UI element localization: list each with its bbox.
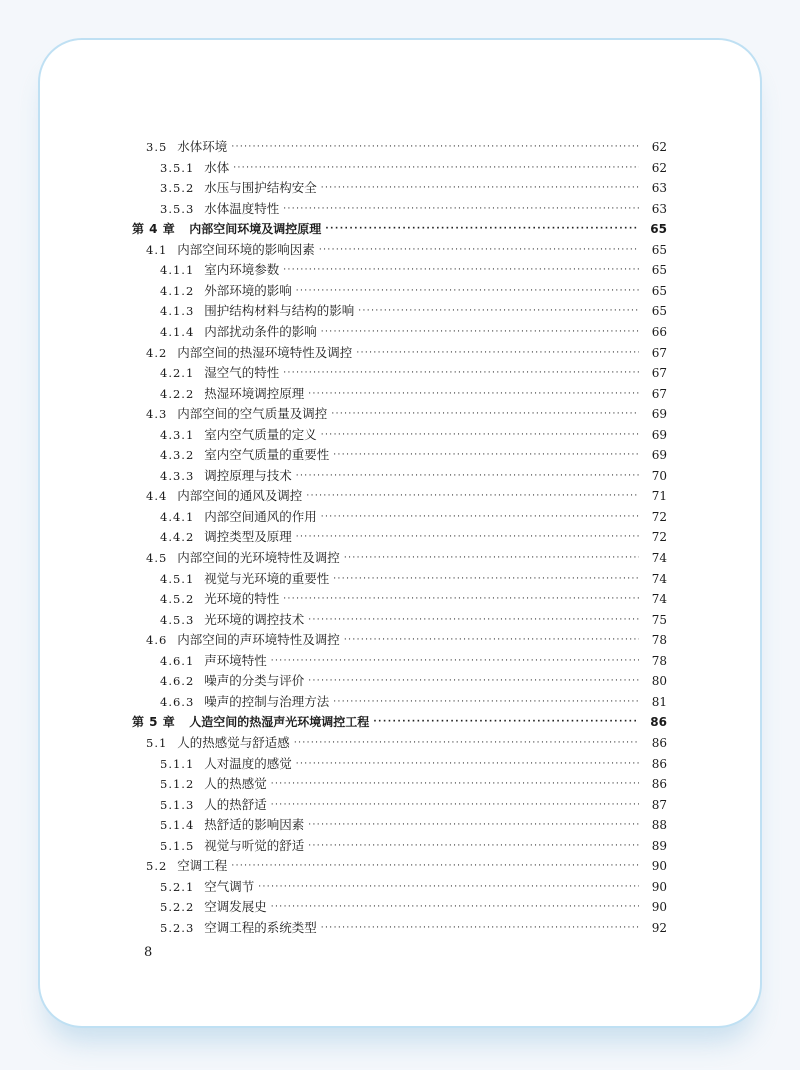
toc-entry-number: 4.4 bbox=[146, 489, 168, 504]
toc-entry-number: 3.5 bbox=[146, 140, 168, 154]
toc-entry-number: 4.2 bbox=[146, 345, 168, 360]
toc-entry-title: 人的热舒适 bbox=[204, 796, 267, 812]
toc-entry-number: 5.2.1 bbox=[160, 879, 195, 894]
toc-section-row[interactable] bbox=[146, 137, 667, 157]
toc-dot-leader bbox=[271, 795, 639, 815]
toc-entry-number: 5.2.2 bbox=[160, 900, 195, 915]
toc-entry-title: 热湿环境调控原理 bbox=[204, 385, 305, 401]
toc-subsection-row[interactable] bbox=[160, 774, 667, 794]
toc-entry-number: 4.3.1 bbox=[160, 427, 195, 442]
toc-entry-number: 4.3 bbox=[146, 407, 168, 422]
toc-subsection-row[interactable] bbox=[160, 836, 667, 856]
toc-section-row[interactable] bbox=[146, 486, 667, 506]
toc-dot-leader bbox=[271, 774, 639, 794]
toc-dot-leader bbox=[308, 384, 639, 404]
toc-entry-number: 4.5.2 bbox=[160, 592, 195, 607]
toc-dot-leader bbox=[308, 671, 639, 691]
toc-section-row[interactable] bbox=[146, 548, 667, 568]
toc-dot-leader bbox=[321, 425, 639, 445]
toc-dot-leader bbox=[271, 897, 639, 917]
toc-entry-page: 65 bbox=[650, 222, 667, 237]
toc-entry-title: 光环境的特性 bbox=[204, 591, 280, 607]
toc-entry-page: 65 bbox=[651, 304, 667, 319]
toc-entry-page: 74 bbox=[651, 551, 667, 565]
toc-entry-page: 86 bbox=[651, 777, 667, 792]
toc-section-row[interactable] bbox=[146, 630, 667, 650]
toc-subsection-row[interactable] bbox=[160, 281, 667, 301]
toc-dot-leader bbox=[283, 199, 639, 219]
toc-dot-leader bbox=[321, 322, 639, 342]
toc-subsection-row[interactable] bbox=[160, 301, 667, 321]
toc-dot-leader bbox=[308, 836, 639, 856]
toc-entry-number: 4.6.1 bbox=[160, 653, 195, 668]
toc-subsection-row[interactable] bbox=[160, 322, 667, 342]
toc-entry-title: 噪声的分类与评价 bbox=[204, 673, 305, 689]
toc-section-row[interactable] bbox=[146, 404, 667, 424]
toc-dot-leader bbox=[344, 548, 639, 568]
toc-entry-number: 第 5 章 bbox=[132, 715, 176, 730]
toc-subsection-row[interactable] bbox=[160, 897, 667, 917]
toc-entry-page: 86 bbox=[650, 715, 667, 730]
toc-dot-leader bbox=[233, 158, 639, 178]
toc-entry-number: 3.5.3 bbox=[160, 201, 195, 216]
toc-entry-page: 81 bbox=[651, 694, 667, 709]
toc-dot-leader bbox=[231, 856, 639, 876]
toc-dot-leader bbox=[283, 363, 639, 383]
toc-entry-title: 视觉与听觉的舒适 bbox=[204, 837, 305, 853]
toc-entry-title: 内部空间的热湿环境特性及调控 bbox=[177, 344, 353, 360]
toc-dot-leader bbox=[331, 404, 639, 424]
toc-entry-title: 内部空间环境及调控原理 bbox=[189, 222, 322, 237]
toc-subsection-row[interactable] bbox=[160, 651, 667, 671]
toc-subsection-row[interactable] bbox=[160, 507, 667, 527]
toc-dot-leader bbox=[333, 569, 639, 589]
toc-subsection-row[interactable] bbox=[160, 569, 667, 589]
toc-entry-page: 70 bbox=[651, 468, 667, 483]
toc-entry-page: 78 bbox=[651, 633, 667, 648]
toc-entry-page: 69 bbox=[651, 448, 667, 463]
toc-dot-leader bbox=[325, 219, 639, 239]
toc-entry-title: 人造空间的热湿声光环境调控工程 bbox=[189, 715, 370, 730]
toc-entry-title: 室内空气质量的重要性 bbox=[204, 447, 330, 463]
toc-entry-page: 88 bbox=[651, 818, 667, 833]
toc-entry-title: 内部空间的空气质量及调控 bbox=[177, 406, 328, 422]
toc-dot-leader bbox=[294, 733, 639, 753]
toc-entry-number: 4.5.1 bbox=[160, 571, 195, 586]
toc-entry-title: 围护结构材料与结构的影响 bbox=[204, 303, 355, 319]
toc-subsection-row[interactable] bbox=[160, 363, 667, 383]
toc-entry-page: 74 bbox=[651, 571, 667, 586]
toc-dot-leader bbox=[283, 589, 639, 609]
toc-dot-leader bbox=[296, 466, 639, 486]
toc-entry-number: 4.4.1 bbox=[160, 509, 195, 524]
toc-entry-page: 62 bbox=[651, 160, 667, 175]
toc-entry-title: 室内环境参数 bbox=[204, 262, 280, 278]
toc-section-row[interactable] bbox=[146, 240, 667, 260]
toc-entry-number: 4.1 bbox=[146, 242, 168, 257]
toc-entry-page: 89 bbox=[651, 838, 667, 853]
toc-entry-number: 3.5.1 bbox=[160, 160, 195, 175]
toc-dot-leader bbox=[308, 610, 639, 630]
toc-section-row[interactable] bbox=[146, 343, 667, 363]
toc-entry-page: 65 bbox=[651, 242, 667, 257]
toc-entry-page: 69 bbox=[651, 427, 667, 442]
toc-dot-leader bbox=[321, 507, 639, 527]
toc-entry-number: 4.6.2 bbox=[160, 674, 195, 689]
toc-entry-page: 63 bbox=[651, 201, 667, 216]
toc-entry-title: 空调工程的系统类型 bbox=[204, 919, 317, 935]
toc-dot-leader bbox=[258, 877, 639, 897]
toc-entry-page: 67 bbox=[651, 345, 667, 360]
toc-subsection-row[interactable] bbox=[160, 260, 667, 280]
toc-dot-leader bbox=[344, 630, 639, 650]
toc-entry-title: 水体温度特性 bbox=[204, 200, 280, 216]
toc-entry-title: 水压与围护结构安全 bbox=[204, 180, 317, 196]
toc-entry-page: 63 bbox=[651, 181, 667, 196]
toc-entry-title: 外部环境的影响 bbox=[204, 282, 292, 298]
toc-subsection-row[interactable] bbox=[160, 692, 667, 712]
toc-dot-leader bbox=[356, 343, 639, 363]
toc-subsection-row[interactable] bbox=[160, 795, 667, 815]
toc-dot-leader bbox=[296, 754, 639, 774]
toc-entry-number: 第 4 章 bbox=[132, 222, 176, 237]
toc-entry-number: 5.1 bbox=[146, 735, 168, 750]
toc-entry-page: 71 bbox=[651, 489, 667, 504]
toc-entry-number: 4.1.1 bbox=[160, 263, 195, 278]
toc-entry-page: 90 bbox=[651, 900, 667, 915]
toc-subsection-row[interactable] bbox=[160, 589, 667, 609]
toc-entry-number: 4.1.4 bbox=[160, 324, 195, 339]
toc-subsection-row[interactable] bbox=[160, 754, 667, 774]
toc-subsection-row[interactable] bbox=[160, 178, 667, 198]
toc-entry-title: 室内空气质量的定义 bbox=[204, 426, 317, 442]
toc-subsection-row[interactable] bbox=[160, 158, 667, 178]
toc-entry-number: 5.1.3 bbox=[160, 797, 195, 812]
toc-entry-number: 5.2 bbox=[146, 859, 168, 874]
toc-entry-title: 内部空间的光环境特性及调控 bbox=[177, 550, 340, 565]
toc-entry-page: 67 bbox=[651, 366, 667, 381]
toc-entry-page: 75 bbox=[651, 612, 667, 627]
toc-dot-leader bbox=[321, 178, 639, 198]
toc-entry-title: 内部空间通风的作用 bbox=[204, 508, 317, 524]
toc-entry-title: 人对温度的感觉 bbox=[204, 755, 292, 771]
toc-subsection-row[interactable] bbox=[160, 466, 667, 486]
toc-dot-leader bbox=[333, 692, 639, 712]
toc-entry-page: 74 bbox=[651, 592, 667, 607]
toc-entry-number: 4.5 bbox=[146, 551, 168, 565]
toc-entry-title: 噪声的控制与治理方法 bbox=[204, 693, 330, 709]
toc-section-row[interactable] bbox=[146, 733, 667, 753]
toc-entry-title: 内部空间的通风及调控 bbox=[177, 488, 303, 504]
toc-dot-leader bbox=[333, 445, 639, 465]
toc-entry-title: 内部空间的声环境特性及调控 bbox=[177, 632, 340, 648]
toc-dot-leader bbox=[296, 281, 639, 301]
toc-entry-title: 声环境特性 bbox=[204, 652, 267, 668]
toc-entry-number: 5.1.2 bbox=[160, 777, 195, 792]
toc-entry-page: 62 bbox=[651, 140, 667, 154]
toc-entry-title: 水体环境 bbox=[177, 139, 228, 154]
toc-entry-number: 3.5.2 bbox=[160, 181, 195, 196]
toc-subsection-row[interactable] bbox=[160, 527, 667, 547]
toc-entry-number: 5.1.4 bbox=[160, 818, 195, 833]
toc-entry-number: 4.1.3 bbox=[160, 304, 195, 319]
toc-entry-page: 90 bbox=[651, 879, 667, 894]
toc-subsection-row[interactable] bbox=[160, 815, 667, 835]
toc-subsection-row[interactable] bbox=[160, 610, 667, 630]
toc-entry-number: 4.6 bbox=[146, 633, 168, 648]
toc-entry-title: 水体 bbox=[204, 159, 230, 175]
toc-subsection-row[interactable] bbox=[160, 445, 667, 465]
toc-subsection-row[interactable] bbox=[160, 918, 667, 938]
toc-entry-title: 热舒适的影响因素 bbox=[204, 817, 305, 833]
toc-entry-page: 72 bbox=[651, 509, 667, 524]
toc-entry-title: 视觉与光环境的重要性 bbox=[204, 570, 330, 586]
toc-entry-number: 4.3.3 bbox=[160, 468, 195, 483]
toc-subsection-row[interactable] bbox=[160, 384, 667, 404]
toc-entry-number: 4.4.2 bbox=[160, 530, 195, 545]
toc-entry-number: 4.1.2 bbox=[160, 283, 195, 298]
toc-entry-title: 光环境的调控技术 bbox=[204, 611, 305, 627]
toc-entry-title: 空气调节 bbox=[204, 878, 255, 894]
toc-entry-title: 内部空间环境的影响因素 bbox=[177, 241, 315, 257]
toc-entry-number: 4.6.3 bbox=[160, 694, 195, 709]
toc-entry-page: 86 bbox=[651, 756, 667, 771]
toc-subsection-row[interactable] bbox=[160, 671, 667, 691]
toc-entry-page: 92 bbox=[651, 920, 667, 935]
toc-entry-title: 调控原理与技术 bbox=[204, 467, 292, 483]
toc-entry-number: 5.1.5 bbox=[160, 838, 195, 853]
toc-entry-number: 4.5.3 bbox=[160, 612, 195, 627]
toc-entry-number: 5.2.3 bbox=[160, 920, 195, 935]
toc-entry-title: 人的热感觉 bbox=[204, 776, 267, 792]
toc-dot-leader bbox=[296, 527, 639, 547]
toc-dot-leader bbox=[321, 918, 639, 938]
toc-entry-page: 78 bbox=[651, 653, 667, 668]
toc-dot-leader bbox=[358, 301, 639, 321]
toc-entry-number: 4.2.1 bbox=[160, 366, 195, 381]
toc-entry-page: 69 bbox=[651, 407, 667, 422]
toc-dot-leader bbox=[231, 137, 639, 157]
toc-entry-page: 90 bbox=[651, 859, 667, 874]
toc-entry-number: 5.1.1 bbox=[160, 756, 195, 771]
toc-dot-leader bbox=[308, 815, 639, 835]
toc-entry-number: 4.3.2 bbox=[160, 448, 195, 463]
page-number: 8 bbox=[144, 945, 153, 960]
toc-entry-page: 66 bbox=[651, 324, 667, 339]
toc-section-row[interactable] bbox=[146, 856, 667, 876]
toc-entry-page: 67 bbox=[651, 386, 667, 401]
toc-entry-title: 调控类型及原理 bbox=[204, 529, 292, 545]
toc-entry-page: 65 bbox=[651, 283, 667, 298]
toc-entry-page: 65 bbox=[651, 263, 667, 278]
toc-entry-page: 86 bbox=[651, 735, 667, 750]
toc-subsection-row[interactable] bbox=[160, 425, 667, 445]
toc-subsection-row[interactable] bbox=[160, 199, 667, 219]
toc-entry-title: 空调工程 bbox=[177, 858, 228, 874]
toc-entry-title: 内部扰动条件的影响 bbox=[204, 323, 317, 339]
toc-chapter-row[interactable] bbox=[132, 219, 667, 239]
toc-entry-page: 80 bbox=[651, 674, 667, 689]
toc-subsection-row[interactable] bbox=[160, 877, 667, 897]
toc-entry-title: 湿空气的特性 bbox=[204, 365, 280, 381]
toc-dot-leader bbox=[373, 712, 639, 732]
toc-dot-leader bbox=[319, 240, 639, 260]
toc-entry-page: 72 bbox=[651, 530, 667, 545]
toc-entry-number: 4.2.2 bbox=[160, 386, 195, 401]
toc-entry-title: 人的热感觉与舒适感 bbox=[177, 734, 290, 750]
toc-entry-page: 87 bbox=[651, 797, 667, 812]
toc-dot-leader bbox=[283, 260, 639, 280]
toc-entry-title: 空调发展史 bbox=[204, 899, 267, 915]
toc-dot-leader bbox=[271, 651, 639, 671]
toc-dot-leader bbox=[306, 486, 639, 506]
toc-chapter-row[interactable] bbox=[132, 712, 667, 732]
